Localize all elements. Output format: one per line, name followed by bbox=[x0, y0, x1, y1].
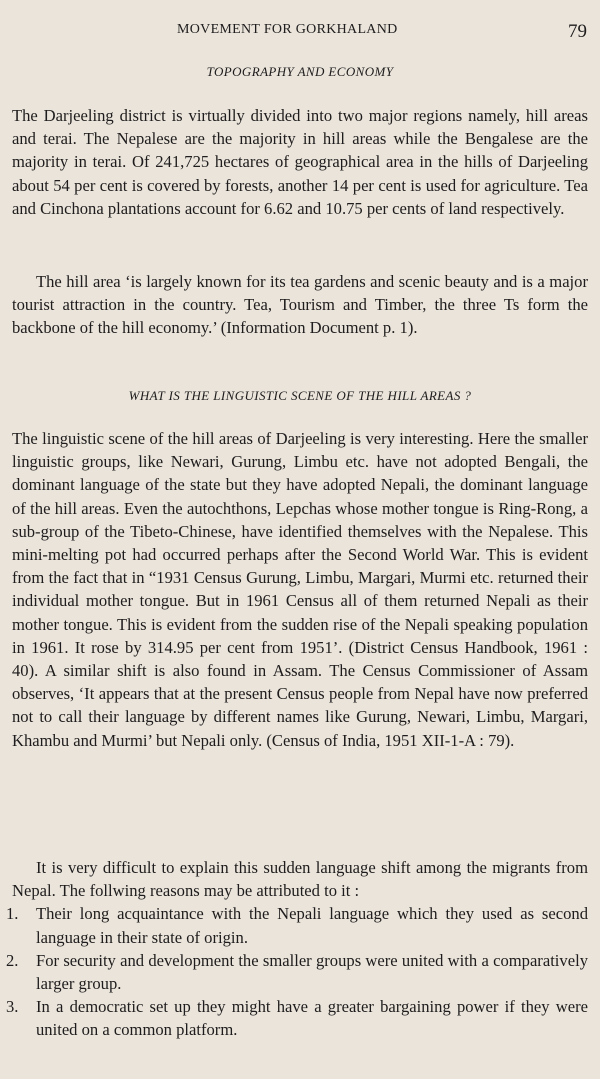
page-number: 79 bbox=[568, 21, 587, 42]
list-item bbox=[6, 902, 588, 948]
list-item-text: For security and development the smaller groups were united with a comparatively larger group. bbox=[36, 950, 588, 994]
paragraph bbox=[12, 270, 588, 340]
list-number: 1. bbox=[6, 904, 19, 924]
reasons-block bbox=[6, 856, 588, 1042]
running-head: MOVEMENT FOR GORKHALAND bbox=[177, 22, 398, 37]
list-number: 2. bbox=[6, 950, 19, 970]
paragraph bbox=[12, 104, 588, 220]
paragraph-text: It is very difficult to explain this sudden language shift among the migrants from Nepal. The follwing reasons may be attributed to it : bbox=[12, 858, 588, 901]
list-number: 3. bbox=[6, 997, 19, 1017]
list-item-text: In a democratic set up they might have a greater bargaining power if they were united on a common platform. bbox=[36, 997, 588, 1040]
page-header bbox=[0, 22, 600, 46]
list-item-text: Their long acquaintance with the Nepali language which they used as second language in their state of origin. bbox=[36, 904, 588, 947]
paragraph-text: The Darjeeling district is virtually divided into two major regions namely, hill areas and terai. The Nepalese are the majority in hill areas while the Bengalese are the majority in terai. Of 241,725 hectares of geographical area in the hills of Darjeeling about 54 per cent is covered by forests, another 14 per cent is used for agriculture. Tea and Cinchona plantations account for 6.62 and 10.75 per cents of land respectively. bbox=[12, 106, 588, 218]
section-heading-topography: TOPOGRAPHY AND ECONOMY bbox=[206, 64, 394, 79]
paragraph bbox=[12, 427, 588, 752]
list-item bbox=[6, 995, 588, 1041]
section-heading-linguistic-scene: WHAT IS THE LINGUISTIC SCENE OF THE HILL AREAS ? bbox=[128, 388, 472, 403]
list-item bbox=[6, 949, 588, 995]
reasons-list bbox=[6, 902, 588, 1041]
paragraph-text: The hill area ‘is largely known for its tea gardens and scenic beauty and is a major tourist attraction in the country. Tea, Tourism and Timber, the three Ts form the backbone of the hill economy.’ (Information Document p. 1). bbox=[12, 272, 588, 338]
paragraph-text: The linguistic scene of the hill areas of Darjeeling is very interesting. Here the smaller linguistic groups, like Newari, Gurung, Limbu etc. have not adopted Bengali, the dominant language of the state but they have adopted Nepali, the dominant language of the hill areas. Even the autochthons, Lepchas whose mother tongue is Ring-Rong, a sub-group of the Tibeto-Chinese, have identified themselves with the Nepalese. This mini-melting pot had occurred perhaps after the Second World War. This is evident from the fact that in “1931 Census Gurung, Limbu, Margari, Murmi etc. returned their individual mother tongue. But in 1961 Census all of them returned Nepali as their mother tongue. This is evident from the sudden rise of the Nepali speaking population in 1961. It rose by 314.95 per cent from 1951’. (District Census Handbook, 1961 : 40). A similar shift is also found in Assam. The Census Commissioner of Assam observes, ‘It appears that at the present Census people from Nepal have now preferred not to call their language by different names like Gurung, Newari, Limbu, Margari, Khambu and Murmi’ but Nepali only. (Census of India, 1951 XII-1-A : 79). bbox=[12, 429, 588, 750]
